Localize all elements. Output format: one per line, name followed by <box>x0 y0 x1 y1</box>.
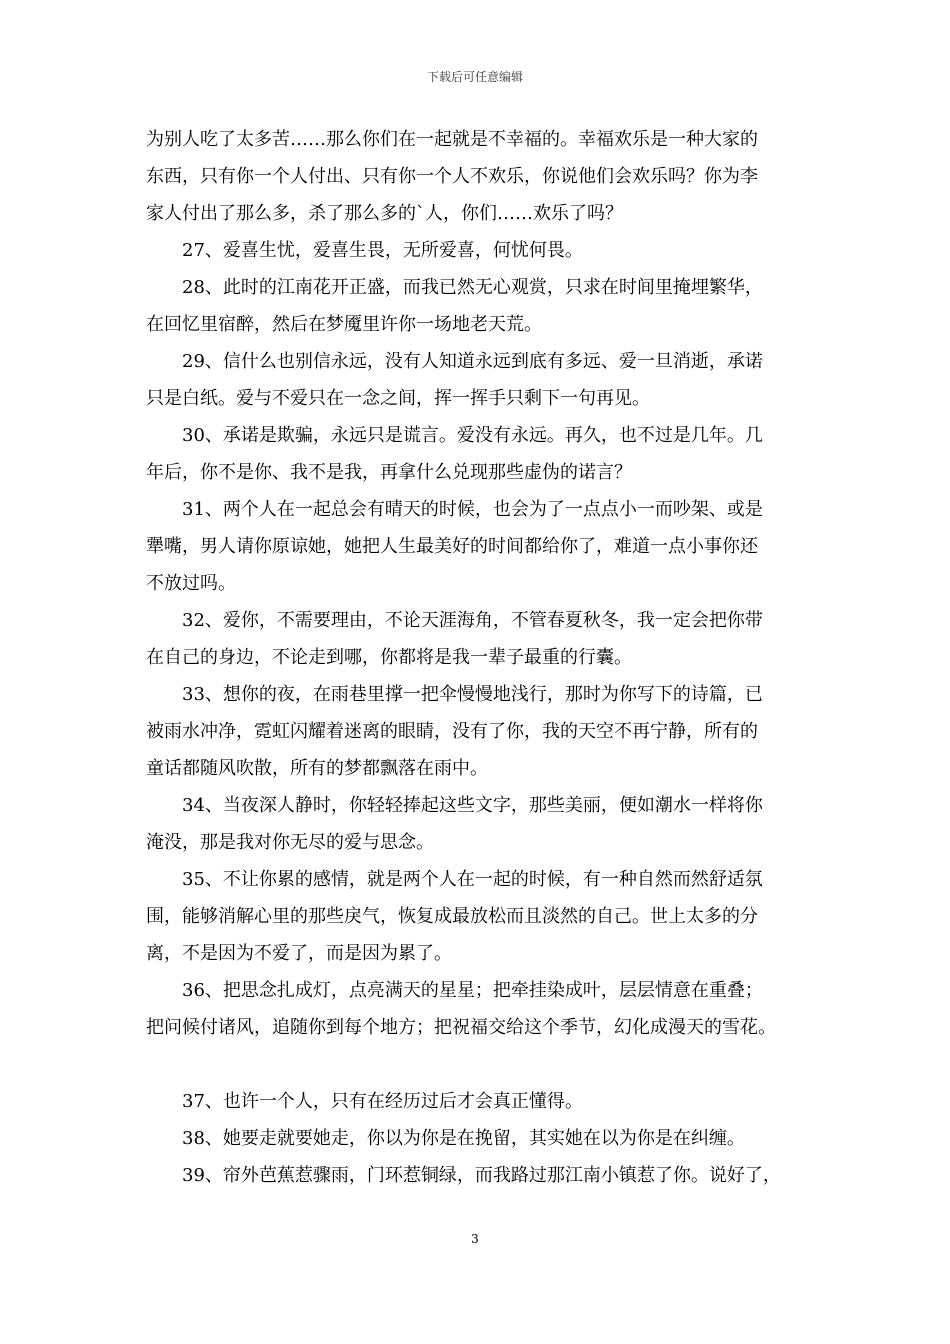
text-line: 家人付出了那么多，杀了那么多的`人，你们……欢乐了吗？ <box>146 203 623 224</box>
text-line: 离，不是因为不爱了，而是因为累了。 <box>146 943 452 964</box>
text-line: 33、想你的夜，在雨巷里撑一把伞慢慢地浅行，那时为你写下的诗篇，已 <box>182 684 763 705</box>
text-line: 28、此时的江南花开正盛，而我已然无心观赏，只求在时间里掩埋繁华， <box>182 277 763 298</box>
text-line: 犟嘴，男人请你原谅她，她把人生最美好的时间都给你了，难道一点小事你还 <box>146 536 758 557</box>
text-line: 34、当夜深人静时，你轻轻捧起这些文字，那些美丽，便如潮水一样将你 <box>182 795 763 816</box>
text-line: 把问候付诸风，追随你到每个地方；把祝福交给这个季节，幻化成漫天的雪花。 <box>146 1017 776 1038</box>
text-line: 年后，你不是你、我不是我，再拿什么兑现那些虚伪的诺言？ <box>146 462 632 483</box>
text-line: 在自己的身边，不论走到哪，你都将是我一辈子最重的行囊。 <box>146 647 632 668</box>
text-line: 39、帘外芭蕉惹骤雨，门环惹铜绿，而我路过那江南小镇惹了你。说好了， <box>182 1165 781 1186</box>
document-body <box>146 124 816 1197</box>
text-line: 淹没，那是我对你无尽的爱与思念。 <box>146 832 434 853</box>
page-header: 下载后可任意编辑 <box>426 70 523 84</box>
text-line: 31、两个人在一起总会有晴天的时候，也会为了一点点小一而吵架、或是 <box>182 499 763 520</box>
text-line: 不放过吗。 <box>146 573 236 594</box>
text-line: 在回忆里宿醉，然后在梦魇里许你一场地老天荒。 <box>146 314 542 335</box>
page-number: 3 <box>471 1232 479 1246</box>
text-line: 围，能够消解心里的那些戾气，恢复成最放松而且淡然的自己。世上太多的分 <box>146 906 758 927</box>
text-line: 东西，只有你一个人付出、只有你一个人不欢乐，你说他们会欢乐吗？你为李 <box>146 166 758 187</box>
text-line: 为别人吃了太多苦……那么你们在一起就是不幸福的。幸福欢乐是一种大家的 <box>146 129 758 150</box>
text-line: 35、不让你累的感情，就是两个人在一起的时候，有一种自然而然舒适氛 <box>182 869 763 890</box>
text-line: 29、信什么也别信永远，没有人知道永远到底有多远、爱一旦消逝，承诺 <box>182 351 763 372</box>
blank-line <box>146 1049 816 1086</box>
text-line: 被雨水冲净，霓虹闪耀着迷离的眼睛，没有了你，我的天空不再宁静，所有的 <box>146 721 758 742</box>
text-line: 37、也许一个人，只有在经历过后才会真正懂得。 <box>182 1091 583 1112</box>
text-line: 32、爱你，不需要理由，不论天涯海角，不管春夏秋冬，我一定会把你带 <box>182 610 763 631</box>
text-line: 童话都随风吹散，所有的梦都飘落在雨中。 <box>146 758 488 779</box>
text-line: 只是白纸。爱与不爱只在一念之间，挥一挥手只剩下一句再见。 <box>146 388 650 409</box>
text-line: 27、爱喜生忧，爱喜生畏，无所爱喜，何忧何畏。 <box>182 240 583 261</box>
text-line: 38、她要走就要她走，你以为你是在挽留，其实她在以为你是在纠缠。 <box>182 1128 745 1149</box>
text-line: 30、承诺是欺骗，永远只是谎言。爱没有永远。再久，也不过是几年。几 <box>182 425 763 446</box>
text-line: 36、把思念扎成灯，点亮满天的星星；把牵挂染成叶，层层情意在重叠； <box>182 980 763 1001</box>
